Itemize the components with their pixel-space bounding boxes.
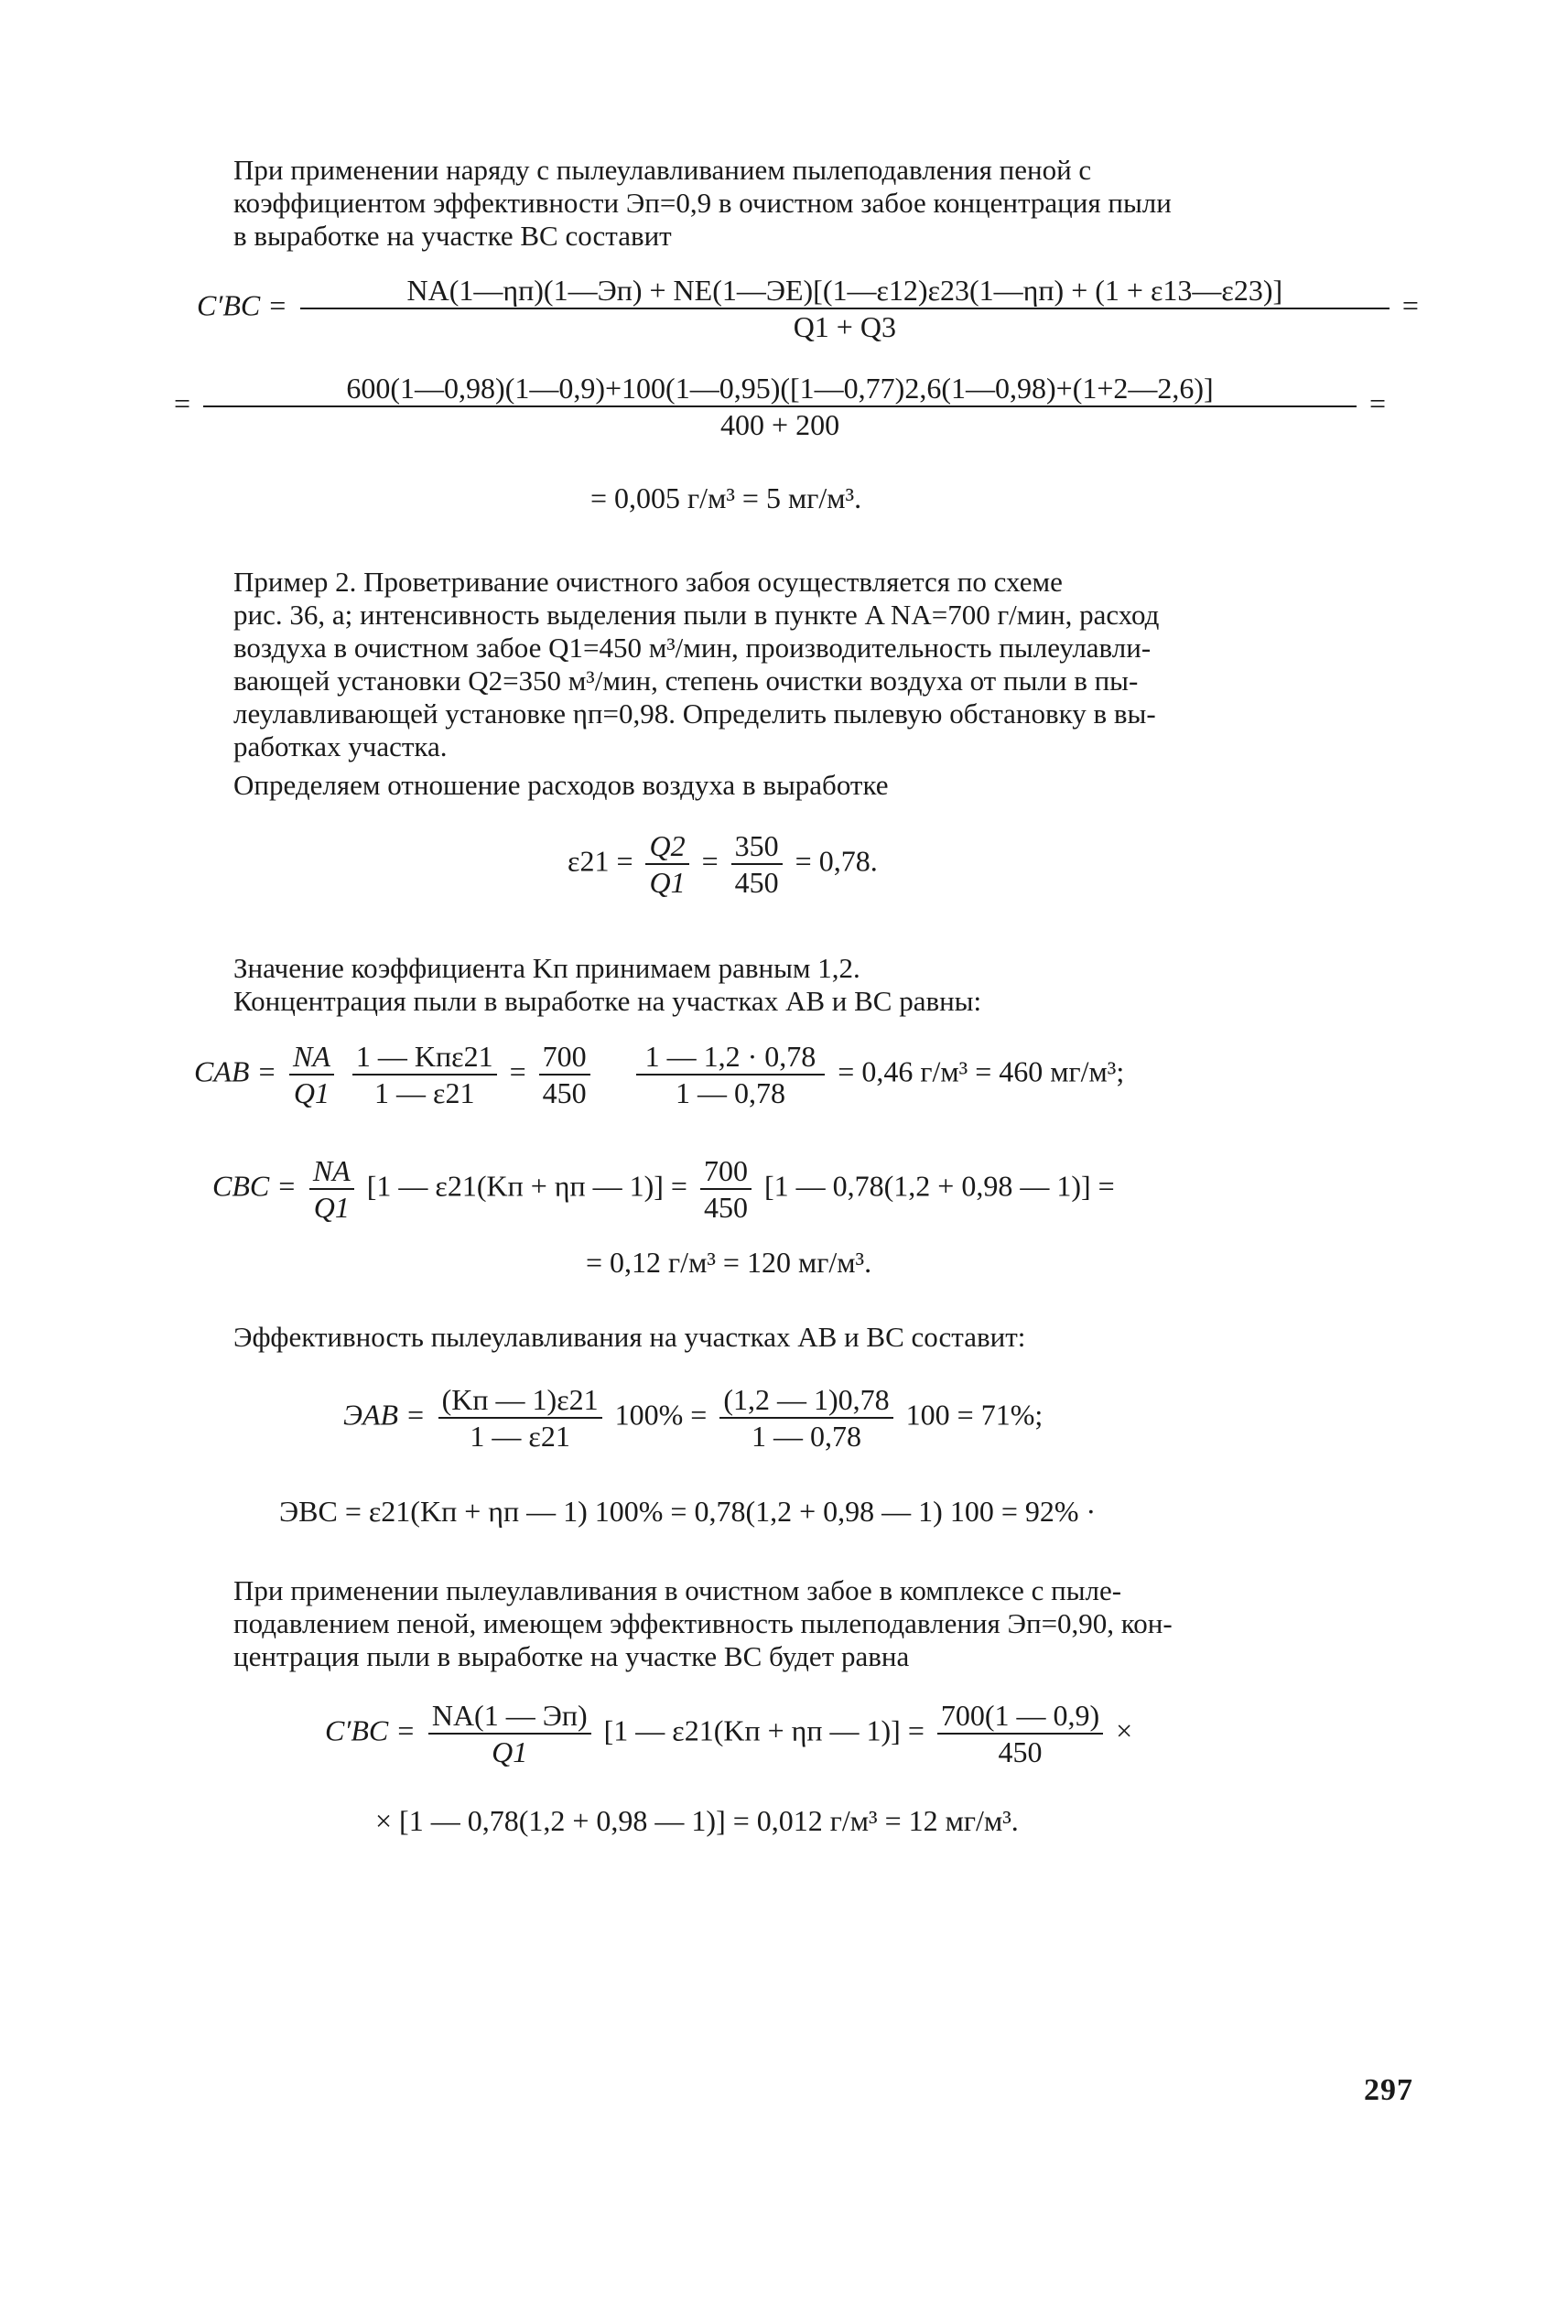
coefficient-paragraph <box>233 952 1414 1018</box>
fraction-numerator: 1 — Kпε21 <box>352 1039 497 1076</box>
equation-fraction <box>289 1039 334 1110</box>
fraction-denominator: 1 — 0,78 <box>751 1420 861 1453</box>
equation-lhs: = <box>174 386 191 420</box>
fraction-denominator: Q1 <box>313 1191 350 1224</box>
text-line: При применении наряду с пылеулавливанием пылеподавления пеной с <box>233 154 1092 186</box>
text-line: Значение коэффициента Kп принимаем равным 1,2. <box>233 952 860 984</box>
text-line: При применении пылеулавливания в очистном забое в комплексе с пыле- <box>233 1574 1122 1606</box>
equation-fraction <box>428 1698 591 1769</box>
equation-epsilon-21 <box>568 828 878 900</box>
equation-c-prime-bc-foam <box>325 1698 1132 1769</box>
fraction-denominator: Q1 <box>492 1735 528 1768</box>
equation-fraction <box>438 1382 602 1454</box>
page-number: 297 <box>1364 2073 1413 2107</box>
equation-fraction <box>719 1382 892 1454</box>
equation-tail: = 0,78. <box>795 844 878 878</box>
equation-operator: = <box>509 1054 526 1088</box>
fraction-numerator: NA <box>309 1153 354 1190</box>
equation-lhs: C′BC = <box>197 288 287 322</box>
equation-lhs: ЭAB = <box>343 1398 426 1432</box>
fraction-numerator: Q2 <box>645 828 688 865</box>
equation-e-ab <box>343 1382 1043 1454</box>
fraction-denominator: Q1 <box>293 1076 330 1109</box>
fraction-denominator: 450 <box>542 1076 587 1109</box>
equation-c-prime-bc <box>197 273 1419 344</box>
equation-lhs: CBC = <box>212 1169 297 1203</box>
text-line: рис. 36, а; интенсивность выделения пыли в пункте A NA=700 г/мин, расход <box>233 599 1160 631</box>
fraction-denominator: 450 <box>703 1191 748 1224</box>
fraction-denominator: 1 — 0,78 <box>675 1076 785 1109</box>
text-line: центрация пыли в выработке на участке BC будет равна <box>233 1640 910 1672</box>
equation-lhs: C′BC = <box>325 1713 416 1747</box>
equation-fraction <box>937 1698 1103 1769</box>
equation-fraction <box>700 1153 752 1225</box>
equation-operator: = <box>701 844 719 878</box>
text-line: Концентрация пыли в выработке на участках AB и BC равны: <box>233 985 982 1017</box>
equation-fraction <box>539 1039 590 1110</box>
fraction-numerator: NA(1—ηп)(1—Эп) + NE(1—ЭE)[(1—ε12)ε23(1—ηп) + (1 + ε13—ε23)] <box>300 273 1390 309</box>
ratio-paragraph <box>233 769 1414 802</box>
fraction-denominator: Q1 <box>649 866 686 899</box>
fraction-denominator: Q1 + Q3 <box>793 310 896 343</box>
equation-tail: = <box>1369 386 1387 420</box>
fraction-denominator: 450 <box>734 866 779 899</box>
equation-c-bc-result: = 0,12 г/м³ = 120 мг/м³. <box>586 1246 872 1279</box>
equation-middle: [1 — ε21(Kп + ηп — 1)] = <box>366 1169 687 1203</box>
text-line: леулавливающей установке ηп=0,98. Определить пылевую обстановку в вы- <box>233 697 1156 730</box>
equation-lhs: ε21 = <box>568 844 633 878</box>
fraction-numerator: (1,2 — 1)0,78 <box>719 1382 892 1419</box>
equation-fraction <box>636 1039 826 1110</box>
text-line: воздуха в очистном забое Q1=450 м³/мин, производительность пылеулавли- <box>233 632 1152 664</box>
fraction-denominator: 450 <box>998 1735 1043 1768</box>
fraction-numerator: 700 <box>700 1153 752 1190</box>
fraction-numerator: 350 <box>731 828 783 865</box>
equation-fraction <box>731 828 783 900</box>
fraction-numerator: NA <box>289 1039 334 1076</box>
text-line: в выработке на участке BC составит <box>233 220 672 252</box>
text-line: коэффициентом эффективности Эп=0,9 в очистном забое концентрация пыли <box>233 187 1172 219</box>
fraction-denominator: 400 + 200 <box>720 408 840 441</box>
equation-fraction <box>203 371 1357 442</box>
fraction-numerator: 1 — 1,2 · 0,78 <box>636 1039 826 1076</box>
text-line: работках участка. <box>233 730 448 762</box>
text-line: подавлением пеной, имеющем эффективность пылеподавления Эп=0,90, кон- <box>233 1607 1173 1639</box>
equation-c-ab <box>194 1039 1124 1110</box>
text-line: Эффективность пылеулавливания на участках AB и BC составит: <box>233 1321 1026 1353</box>
equation-tail: = <box>1401 288 1419 322</box>
fraction-numerator: (Kп — 1)ε21 <box>438 1382 602 1419</box>
equation-middle: 100% = <box>614 1398 708 1432</box>
intro-paragraph <box>233 154 1414 253</box>
equation-c-bc <box>212 1153 1115 1225</box>
equation-fraction <box>352 1039 497 1110</box>
foam-paragraph <box>233 1574 1414 1673</box>
equation-e-bc: ЭBC = ε21(Kп + ηп — 1) 100% = 0,78(1,2 + 0,98 — 1) 100 = 92% · <box>279 1495 1097 1528</box>
equation-tail: × <box>1116 1713 1133 1747</box>
equation-fraction <box>645 828 688 900</box>
fraction-numerator: 600(1—0,98)(1—0,9)+100(1—0,95)([1—0,77)2,6(1—0,98)+(1+2—2,6)] <box>203 371 1357 407</box>
equation-middle: [1 — ε21(Kп + ηп — 1)] = <box>603 1713 925 1747</box>
fraction-denominator: 1 — ε21 <box>374 1076 475 1109</box>
text-line: Пример 2. Проветривание очистного забоя осуществляется по схеме <box>233 566 1063 598</box>
text-line: Определяем отношение расходов воздуха в выработке <box>233 769 889 801</box>
fraction-numerator: 700(1 — 0,9) <box>937 1698 1103 1735</box>
equation-fraction <box>309 1153 354 1225</box>
fraction-numerator: NA(1 — Эп) <box>428 1698 591 1735</box>
fraction-numerator: 700 <box>539 1039 590 1076</box>
equation-lhs: CAB = <box>194 1054 277 1088</box>
equation-tail: 100 = 71%; <box>905 1398 1044 1432</box>
equation-fraction <box>300 273 1390 344</box>
equation-c-prime-bc-numeric <box>174 371 1386 442</box>
example-paragraph <box>233 566 1414 763</box>
equation-tail: [1 — 0,78(1,2 + 0,98 — 1)] = <box>763 1169 1115 1203</box>
text-line: вающей установки Q2=350 м³/мин, степень очистки воздуха от пыли в пы- <box>233 665 1139 697</box>
fraction-denominator: 1 — ε21 <box>470 1420 570 1453</box>
equation-c-prime-bc-foam-result: × [1 — 0,78(1,2 + 0,98 — 1)] = 0,012 г/м³ = 12 мг/м³. <box>375 1804 1019 1837</box>
efficiency-paragraph <box>233 1321 1414 1354</box>
equation-c-prime-bc-result: = 0,005 г/м³ = 5 мг/м³. <box>590 481 862 514</box>
equation-tail: = 0,46 г/м³ = 460 мг/м³; <box>838 1054 1125 1088</box>
